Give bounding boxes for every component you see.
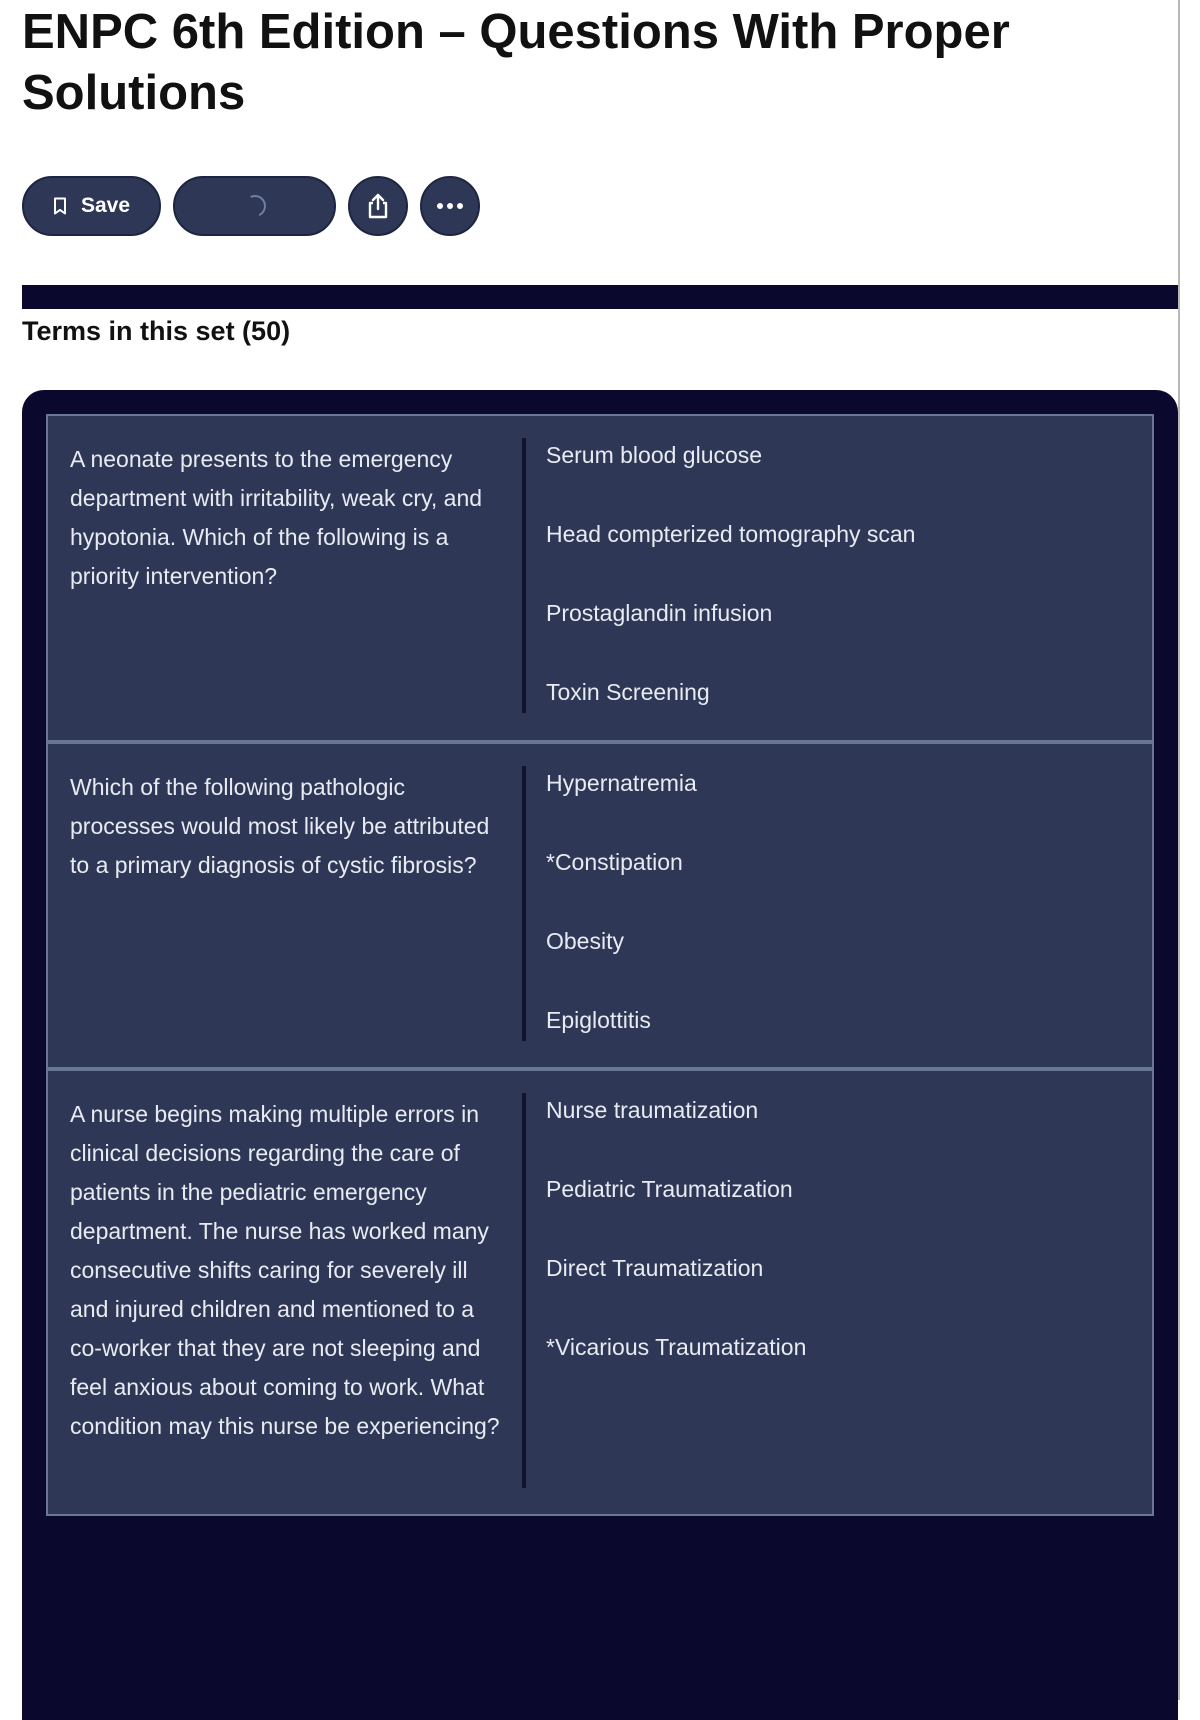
term-card (46, 1069, 1154, 1516)
definition-option: *Constipation (546, 849, 683, 875)
card-separator (522, 1093, 526, 1488)
bookmark-icon (53, 197, 67, 215)
section-divider (22, 285, 1178, 309)
definition-option: Serum blood glucose (546, 442, 763, 468)
loading-button[interactable] (173, 176, 336, 236)
definition-list (546, 1095, 1126, 1411)
spinner-icon (240, 192, 268, 220)
definition-option: *Vicarious Traumatization (546, 1334, 807, 1360)
card-separator (522, 438, 526, 713)
card-separator (522, 766, 526, 1041)
definition-option: Pediatric Traumatization (546, 1176, 793, 1202)
more-options-button[interactable] (420, 176, 480, 236)
definition-list (546, 768, 1126, 1084)
page-title: ENPC 6th Edition – Questions With Proper Solutions (22, 5, 1010, 120)
definition-option: Direct Traumatization (546, 1255, 764, 1281)
term-question: A nurse begins making multiple errors in clinical decisions regarding the care of patients in the pediatric emergency department. The nurse has worked many consecutive shifts caring for severely ill and injured children and mentioned to a co-worker that they are not sleeping and feel anxious about coming to work. What condition may this nurse be experiencing? (70, 1101, 500, 1439)
share-icon (365, 192, 391, 220)
term-card (46, 414, 1154, 742)
terms-heading: Terms in this set (50) (22, 316, 291, 346)
definition-option: Hypernatremia (546, 770, 697, 796)
definition-option: Prostaglandin infusion (546, 600, 773, 626)
definition-option: Toxin Screening (546, 679, 710, 705)
definition-option: Nurse traumatization (546, 1097, 759, 1123)
definition-option: Obesity (546, 928, 624, 954)
save-button[interactable] (22, 176, 161, 236)
term-question: A neonate presents to the emergency department with irritability, weak cry, and hypotonia. Which of the following is a priority intervention? (70, 446, 483, 589)
definition-list (546, 440, 1126, 756)
save-label: Save (80, 194, 131, 217)
share-button[interactable] (348, 176, 408, 236)
more-icon (436, 202, 464, 210)
action-bar (22, 176, 492, 236)
terms-list-panel (22, 390, 1178, 1720)
page-right-border (1178, 0, 1180, 1700)
definition-option: Head compterized tomography scan (546, 521, 916, 547)
term-question: Which of the following pathologic processes would most likely be attributed to a primary diagnosis of cystic fibrosis? (70, 774, 490, 878)
term-card (46, 742, 1154, 1069)
definition-option: Epiglottitis (546, 1007, 651, 1033)
